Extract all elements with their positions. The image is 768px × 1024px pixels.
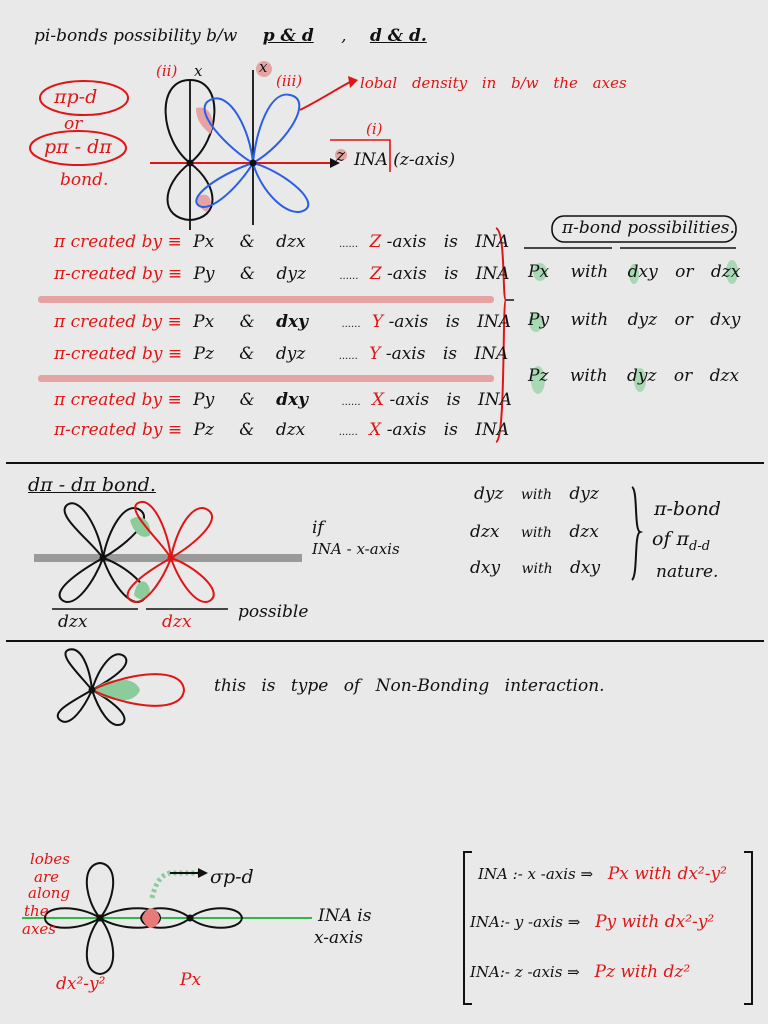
pi-row-axis-rest: -axis is INA	[387, 264, 510, 284]
are-label: are	[34, 868, 59, 886]
pi-row-amp: &	[239, 312, 255, 332]
dd-pair-b: dzx	[569, 522, 599, 542]
ina-is-label: INA is	[318, 906, 372, 926]
pi-dd-of: of π	[652, 528, 689, 550]
pi-row-axis-rest: -axis is INA	[385, 344, 509, 364]
dd-pair-with: with	[520, 487, 552, 503]
overlap-lower	[197, 195, 210, 212]
pd-orbital-diagram	[150, 61, 390, 230]
along-label: along	[28, 884, 71, 902]
pi-row-axis-rest: -axis is INA	[389, 390, 512, 410]
pi-row-dots: ......	[341, 397, 361, 408]
pi-row-created: π created by ≡	[54, 232, 182, 252]
label-x-top: x	[259, 58, 268, 76]
row-separator-2	[38, 375, 494, 382]
bond-name-ppi-dpi: pπ - dπ	[44, 136, 112, 158]
pi-row-axis: Z	[369, 264, 382, 284]
possibility-p: Px	[528, 262, 550, 282]
rule-ina: INA:- y -axis ⇒	[470, 913, 581, 931]
dzx-left	[60, 503, 146, 602]
pi-row-d: dzx	[275, 420, 306, 440]
pi-row	[54, 390, 512, 410]
pi-row-axis-rest: -axis is INA	[388, 312, 512, 332]
pairs-brace	[632, 487, 640, 580]
pi-row-p: Pz	[193, 420, 214, 440]
sigma-label: σp-d	[210, 866, 254, 888]
pi-row-amp: &	[239, 390, 255, 410]
axes-label: axes	[22, 920, 56, 938]
section2-title: dπ - dπ bond.	[28, 474, 156, 496]
pi-row-created: π-created by ≡	[54, 344, 183, 364]
dd-pair-a: dxy	[470, 558, 501, 578]
pi-row-d: dxy	[276, 390, 309, 410]
pi-dd-label	[652, 528, 710, 554]
pi-row-amp: &	[239, 344, 255, 364]
pi-row-p: Py	[193, 264, 215, 284]
pi-row-p: Px	[193, 232, 215, 252]
dd-pair-a: dyz	[474, 484, 504, 504]
possibility-with: with	[569, 366, 608, 386]
title-comma: ,	[341, 26, 347, 46]
pi-row-dots: ......	[341, 319, 361, 330]
possibility-row	[528, 366, 739, 386]
possibility-d2: dxy	[710, 310, 741, 330]
pi-row-axis: Y	[371, 312, 384, 332]
label-i: (i)	[366, 120, 383, 138]
pi-bond-label: π-bond	[654, 498, 721, 520]
pi-row-created: π-created by ≡	[54, 420, 183, 440]
title-dd: d & d.	[369, 26, 427, 46]
bond-name-pi-pd: πp-d	[54, 86, 98, 108]
pi-row-created: π created by ≡	[54, 390, 182, 410]
lobal-arrow	[300, 82, 350, 110]
rule-result: Py with dx²-y²	[595, 912, 715, 932]
possibility-d1: dyz	[627, 366, 657, 386]
pi-row-amp: &	[239, 264, 256, 284]
rule-row	[470, 962, 690, 982]
dd-pair-b: dxy	[570, 558, 601, 578]
possibility-d2: dzx	[709, 366, 740, 386]
dd-pair-a: dzx	[470, 522, 500, 542]
pi-row	[54, 344, 508, 364]
possibility-d1: dyz	[627, 310, 658, 330]
dd-pair-with: with	[520, 525, 552, 541]
pi-row	[54, 264, 510, 284]
the-label: the	[24, 902, 49, 920]
possibility-row	[528, 262, 740, 282]
pi-row-dots: ......	[338, 239, 359, 250]
lobes-label: lobes	[30, 850, 71, 868]
pi-row-axis: Y	[369, 344, 381, 364]
ina-x-axis: INA - x-axis	[312, 540, 400, 558]
pi-row	[54, 312, 511, 332]
pi-row-dots: ......	[338, 427, 358, 438]
possibility-p: Pz	[528, 366, 549, 386]
possibility-d1: dxy	[627, 262, 658, 282]
dd-pair	[470, 522, 599, 542]
lobal-density-note: lobal density in b/w the axes	[360, 74, 627, 92]
possibility-or: or	[673, 366, 693, 386]
label-ii: (ii)	[156, 62, 178, 80]
px-label: Px	[180, 970, 202, 990]
rule-result: Px with dx²-y²	[607, 864, 727, 884]
pi-row-d: dzx	[276, 232, 306, 252]
rule-row	[478, 864, 727, 884]
dzx-left-label: dzx	[58, 612, 88, 632]
possibility-with: with	[570, 262, 609, 282]
ina-z-axis: INA (z-axis)	[354, 150, 456, 170]
pi-row-p: Px	[193, 312, 215, 332]
bond-word: bond.	[60, 170, 109, 190]
pi-row-created: π-created by ≡	[54, 264, 183, 284]
divider-1	[6, 462, 764, 464]
rule-row	[470, 912, 714, 932]
pi-row-created: π created by ≡	[54, 312, 182, 332]
possibility-with: with	[570, 310, 609, 330]
dd-pair-b: dyz	[569, 484, 599, 504]
pi-row-d: dxy	[276, 312, 309, 332]
divider-2	[6, 640, 764, 642]
pi-row-d: dyz	[276, 264, 306, 284]
possibility-d2: dzx	[710, 262, 741, 282]
pi-row-p: Py	[193, 390, 215, 410]
nonbond-overlap	[92, 680, 140, 701]
nature-label: nature.	[656, 562, 719, 582]
rule-ina: INA :- x -axis ⇒	[478, 865, 594, 883]
title-text: pi-bonds possibility b/w	[34, 26, 238, 46]
bond-or: or	[64, 114, 83, 134]
dd-pair-with: with	[521, 561, 553, 577]
possibility-or: or	[675, 262, 694, 282]
row-separator-1	[38, 296, 494, 303]
dx2y2-label: dx²-y²	[56, 974, 106, 994]
pi-dd-sub: d-d	[689, 538, 711, 554]
nonbonding-diagram	[58, 649, 184, 725]
dd-pair	[470, 558, 600, 578]
pi-row	[54, 232, 509, 252]
pi-row-dots: ......	[339, 271, 359, 282]
rules-bracket-right	[744, 852, 752, 1004]
possibility-or: or	[674, 310, 693, 330]
dzx-right-label: dzx	[162, 612, 192, 632]
pi-row-d: dyz	[275, 344, 306, 364]
pi-row-dots: ......	[338, 351, 358, 362]
label-x-left: x	[194, 62, 203, 80]
rule-ina: INA:- z -axis ⇒	[470, 963, 580, 981]
possibilities-title: π-bond possibilities.	[562, 218, 735, 238]
pi-row-axis: Z	[369, 232, 382, 252]
label-iii: (iii)	[276, 72, 303, 90]
pi-row	[54, 420, 509, 440]
possibility-row	[528, 310, 740, 330]
title-pd: p & d	[262, 26, 314, 46]
pi-row-p: Pz	[193, 344, 214, 364]
pi-row-axis-rest: -axis is INA	[386, 232, 510, 252]
pi-row-axis-rest: -axis is INA	[386, 420, 510, 440]
pi-row-amp: &	[239, 420, 255, 440]
pi-row-amp: &	[239, 232, 255, 252]
nonbonding-text: this is type of Non-Bonding interaction.	[214, 676, 605, 696]
if-label: if	[312, 518, 324, 538]
x-axis-label: x-axis	[314, 928, 363, 948]
pi-row-axis: X	[369, 420, 382, 440]
possible-label: possible	[238, 602, 309, 622]
pi-row-axis: X	[371, 390, 385, 410]
rule-result: Pz with dz²	[594, 962, 691, 982]
possibility-p: Py	[528, 310, 550, 330]
dd-pair	[474, 484, 599, 504]
label-z: z	[336, 146, 345, 166]
